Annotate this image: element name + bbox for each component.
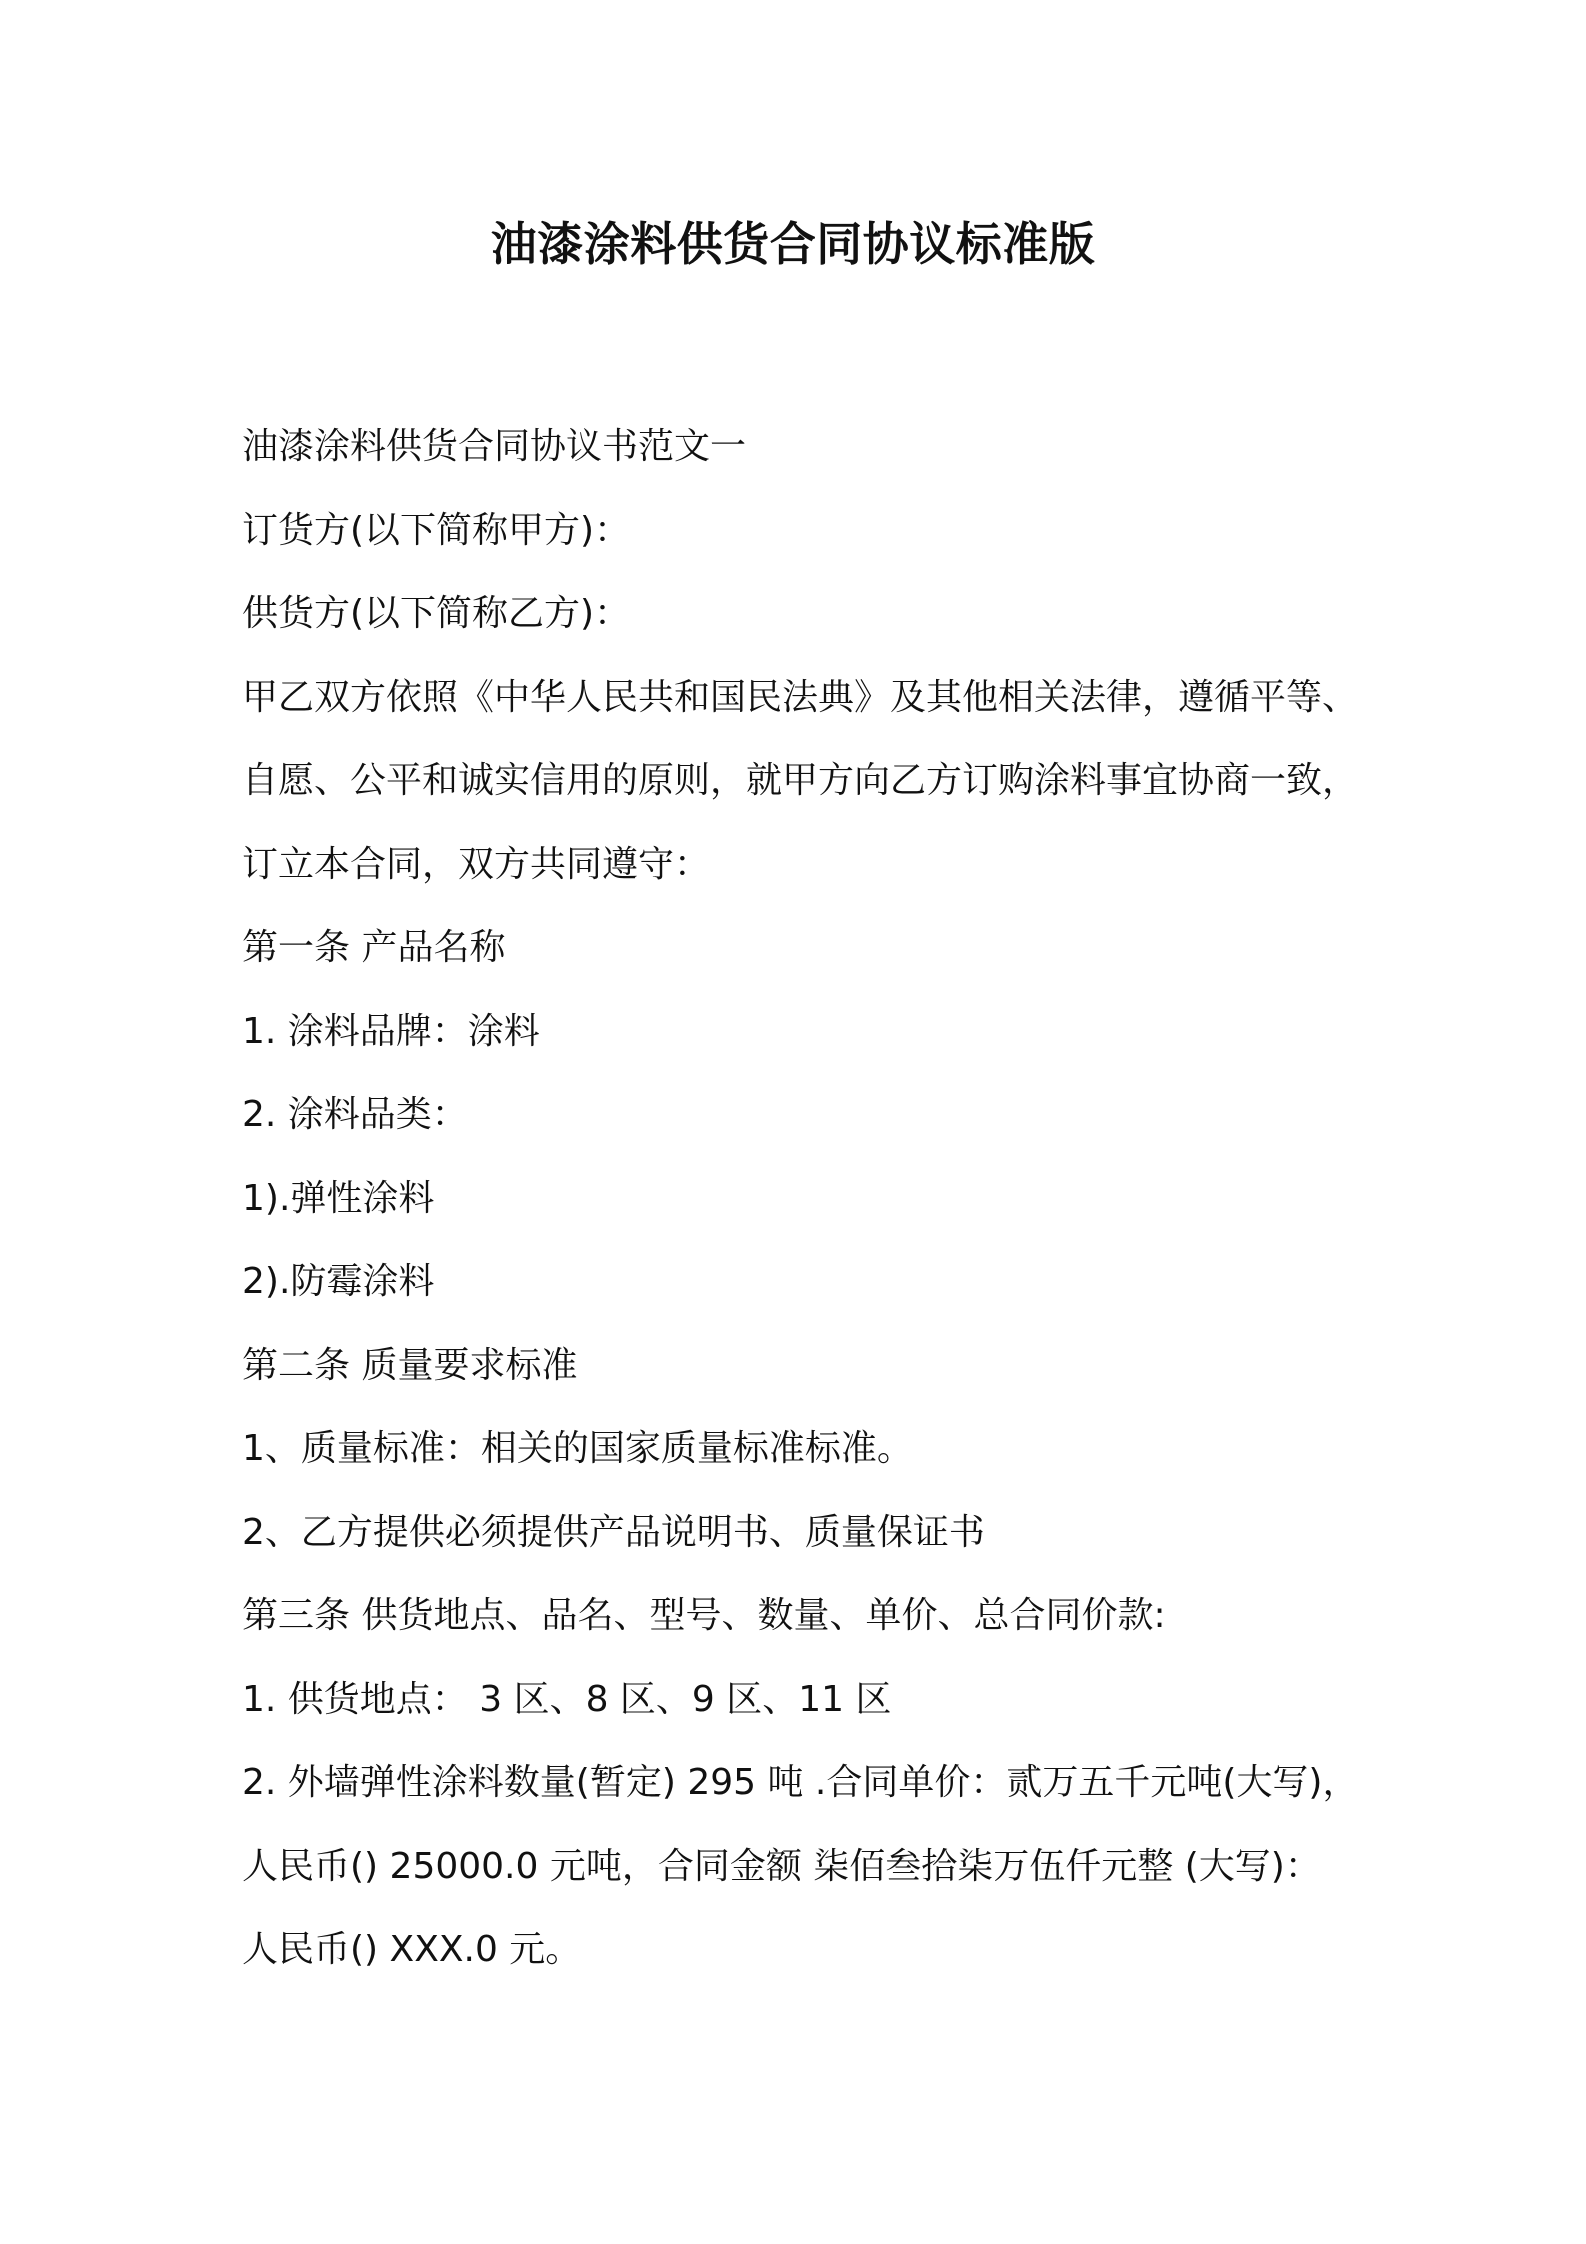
paragraph-line: 2. 涂料品类：	[242, 1094, 468, 1135]
paragraph-line: 订立本合同，双方共同遵守：	[242, 843, 711, 885]
article-heading: 第二条 质量要求标准	[242, 1344, 578, 1386]
paragraph-line: 2).防霉涂料	[242, 1261, 435, 1302]
paragraph-line: 人民币() XXX.0 元。	[242, 1929, 582, 1970]
article-heading: 第三条 供货地点、品名、型号、数量、单价、总合同价款:	[242, 1595, 1166, 1636]
paragraph-line: 2、乙方提供必须提供产品说明书、质量保证书	[242, 1511, 985, 1553]
paragraph-line: 1、质量标准：相关的国家质量标准标准。	[242, 1428, 913, 1469]
paragraph-line: 1. 涂料品牌：涂料	[242, 1010, 540, 1052]
paragraph-line: 人民币() 25000.0 元吨，合同金额 柒佰叁拾柒万伍仟元整 (大写)：	[242, 1845, 1321, 1887]
paragraph-line: 订货方(以下简称甲方)：	[242, 509, 631, 551]
paragraph-line: 油漆涂料供货合同协议书范文一	[242, 426, 747, 467]
document-title: 油漆涂料供货合同协议标准版	[490, 217, 1096, 271]
paragraph-line: 2. 外墙弹性涂料数量(暂定) 295 吨 .合同单价：贰万五千元吨(大写)，	[242, 1762, 1359, 1803]
paragraph-line: 自愿、公平和诚实信用的原则，就甲方向乙方订购涂料事宜协商一致，	[242, 760, 1359, 801]
paragraph-line: 甲乙双方依照《中华人民共和国民法典》及其他相关法律，遵循平等、	[242, 676, 1359, 718]
paragraph-line: 1. 供货地点： 3 区、8 区、9 区、11 区	[242, 1678, 892, 1720]
article-heading: 第一条 产品名称	[242, 927, 506, 968]
document-body	[242, 405, 1372, 1992]
paragraph-line: 1).弹性涂料	[242, 1177, 435, 1219]
paragraph-line: 供货方(以下简称乙方)：	[242, 593, 631, 634]
